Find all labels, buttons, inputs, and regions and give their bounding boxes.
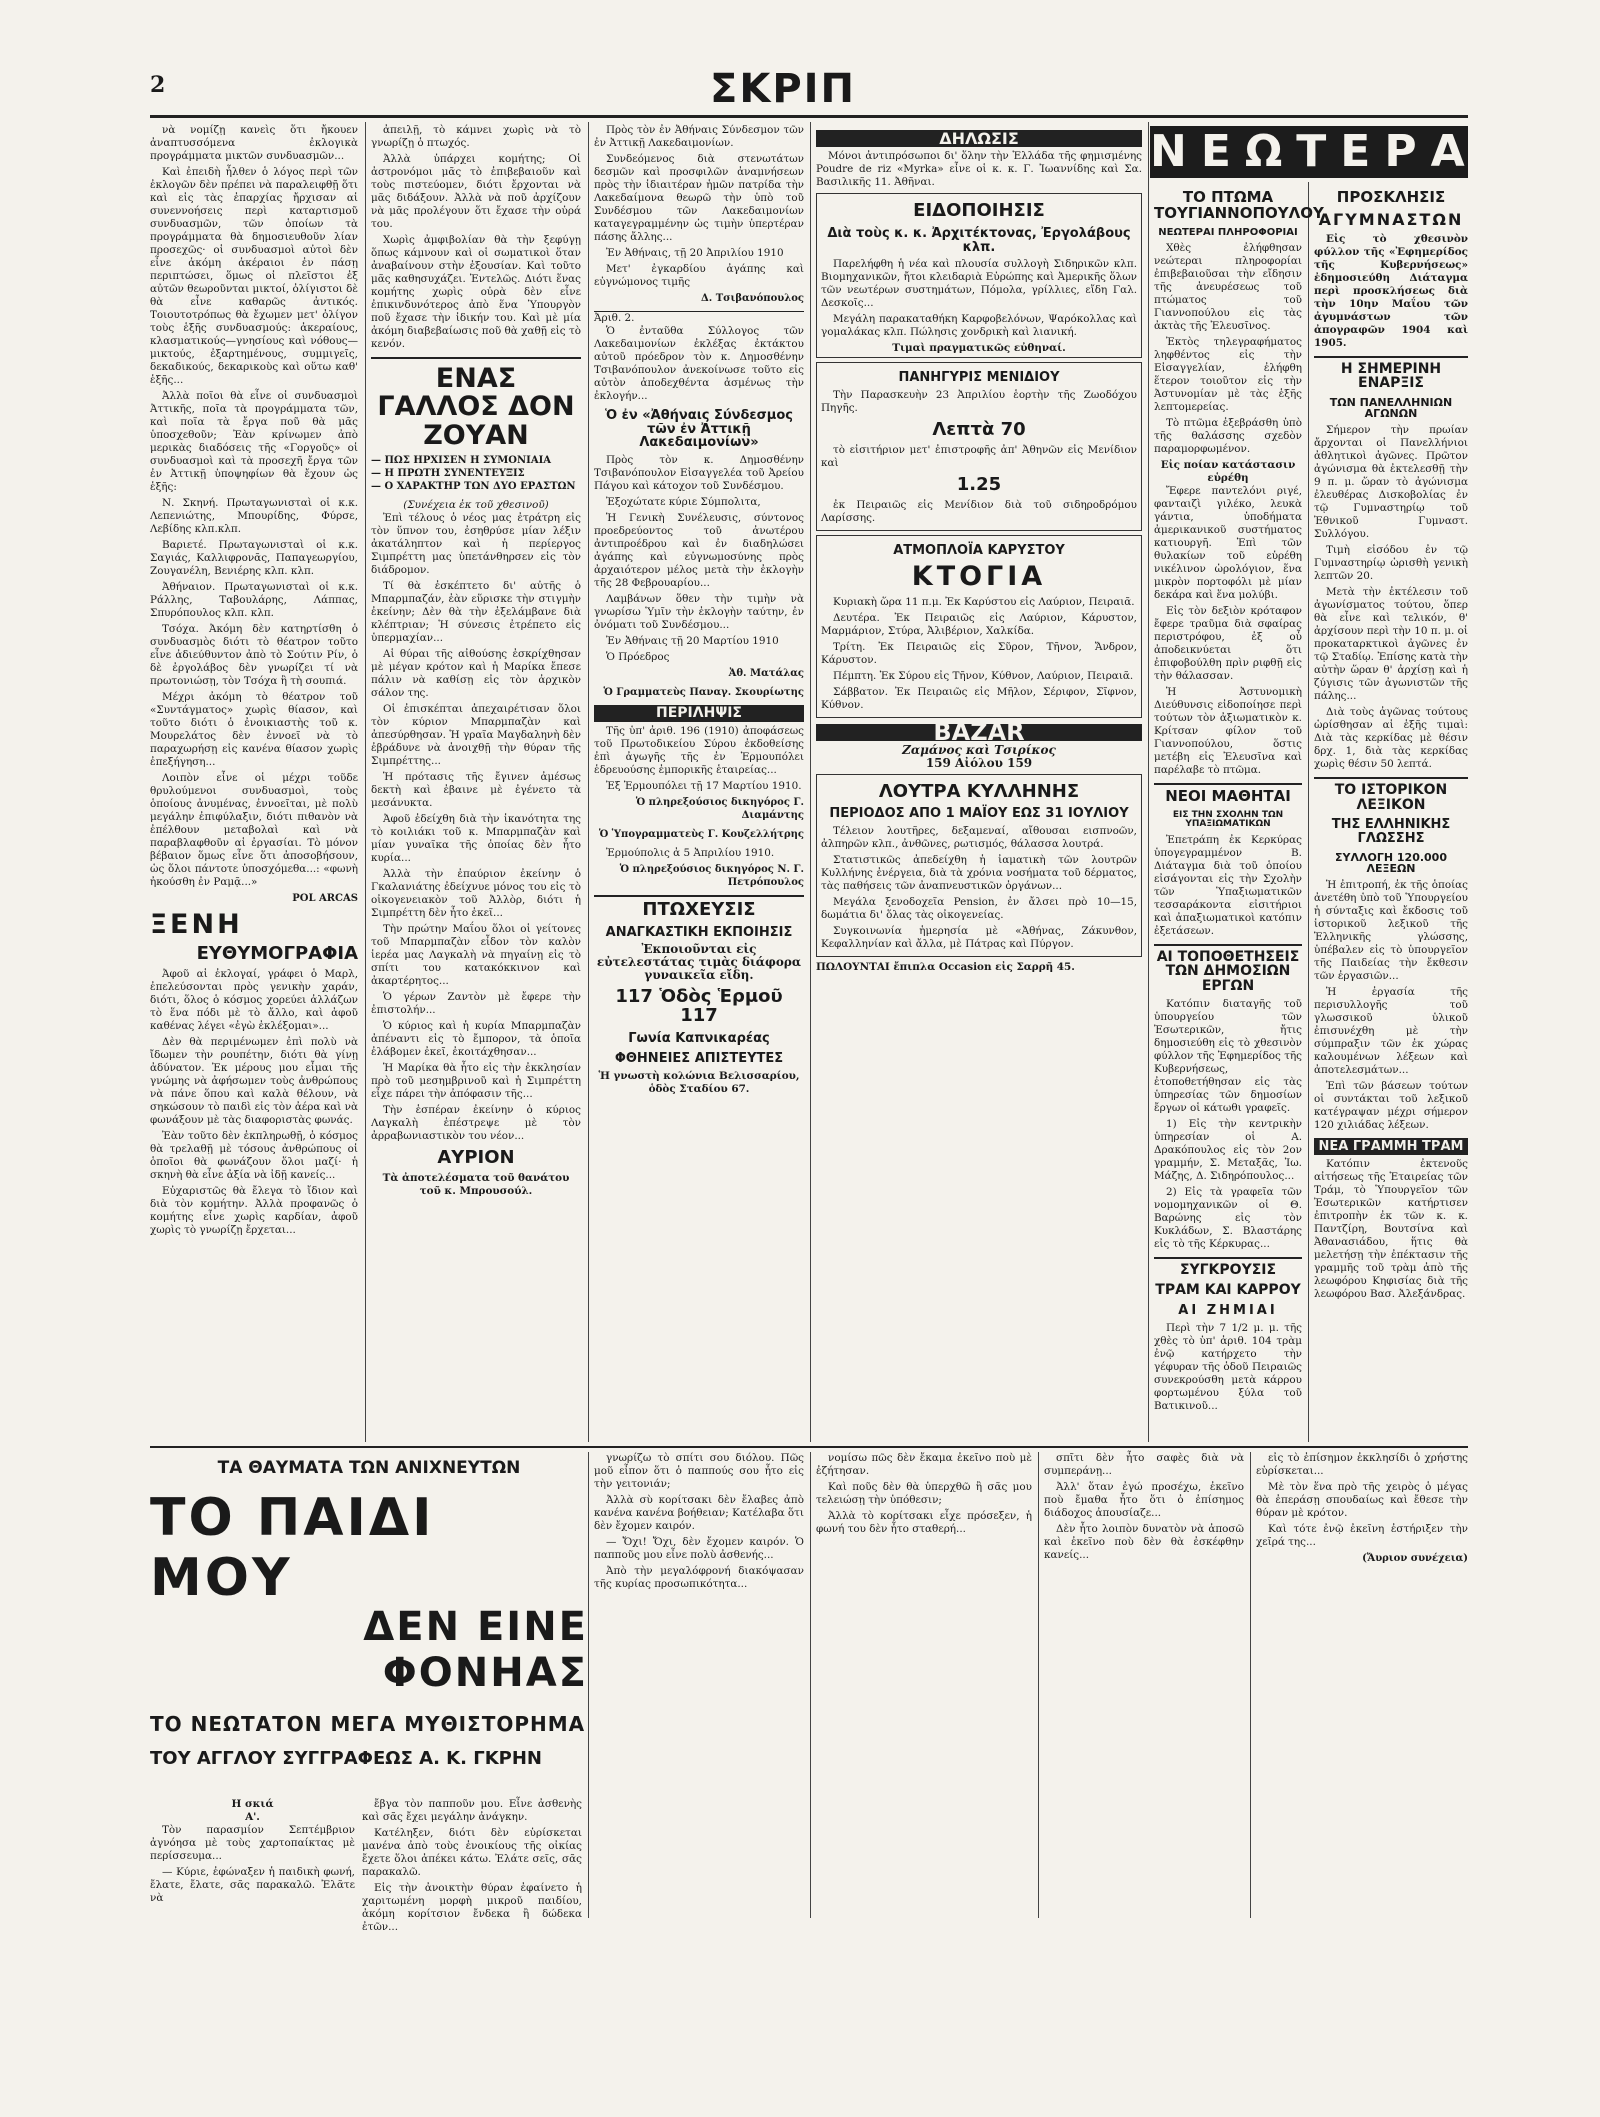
- article-paragraph: Μετὰ τὴν ἐκτέλεσιν τοῦ ἀγωνίσματος τούτου, ὅπερ θὰ εἶνε καὶ τελικόν, θ' ἀρχίσουν περὶ τὴν 10 π. μ. οἱ προκαταρκτικοὶ ἀγῶνες ἐν τῷ Σταδίῳ. Ἐπίσης κατὰ τὴν αὐτὴν ὥραν θ' ἀρχίσῃ καὶ ἡ ζύγισις τῶν ἀγωνιστῶν τῆς πάλης...: [1314, 586, 1468, 703]
- serial-title-line2: ΔΕΝ ΕΙΝΕ ΦΟΝΗΑΣ: [363, 1604, 588, 1696]
- subhead: — Η ΠΡΩΤΗ ΣΥΝΕΝΤΕΥΞΙΣ: [371, 468, 525, 480]
- article-paragraph: Λαμβάνων ὅθεν τὴν τιμὴν νὰ γνωρίσω Ὑμῖν τὴν ἐκλογὴν ταύτην, ἐν ὀνόματι τοῦ Συνδέσμου...: [594, 592, 804, 631]
- article-paragraph: νὰ νομίζῃ κανεὶς ὅτι ἤκουεν ἀναπτυσσόμενα ἐκλογικὰ προγράμματα μικτῶν συνδυασμῶν...: [150, 124, 358, 162]
- column-4: [816, 124, 1142, 1442]
- subheadline: ΤΗΣ ΕΛΛΗΝΙΚΗΣ ΓΛΩΣΣΗΣ: [1331, 817, 1451, 847]
- subhead: — Ο ΧΑΡΑΚΤΗΡ ΤΩΝ ΔΥΟ ΕΡΑΣΤΩΝ: [371, 481, 576, 493]
- signature: Ἀθ. Ματάλας: [728, 667, 804, 679]
- article-paragraph: ἀπειλῇ, τὸ κάμνει χωρὶς νὰ τὸ γνωρίζῃ ὁ πτωχός.: [371, 124, 581, 149]
- article-paragraph: Ἐπετράπη ἐκ Κερκύρας ὑπογεγραμμένον Β. Διάταγμα διὰ τοῦ ὁποίου εἰσάγονται εἰς τὴν Σχολὴν τῶν Ὑπαξιωματικῶν τεσσαράκοντα εἰσιτήριοι καὶ ἀπαξιωματικοὶ κατόπιν ἐξετάσεων.: [1154, 833, 1302, 937]
- article-paragraph: Ἡ Ἀστυνομικὴ Διεύθυνσις εἰδοποίησε περὶ τούτων τὸν ἀξιωματικὸν κ. Κρίτσαν φίλον τοῦ Γιαννοπούλου, ὅστις μετέβη εἰς Ἐλευσῖνα καὶ παρέλαβε τὸ πτῶμα.: [1154, 686, 1302, 776]
- article-paragraph: Ἐξ Ἑρμουπόλει τῇ 17 Μαρτίου 1910.: [606, 779, 802, 792]
- column-3: [594, 124, 804, 1442]
- fold-rule: [150, 1446, 1468, 1448]
- headline-appointments: ΑΙ ΤΟΠΟΘΕΤΗΣΕΙΣ ΤΩΝ ΔΗΜΟΣΙΩΝ ΕΡΓΩΝ: [1154, 944, 1302, 994]
- article-paragraph: Ἡ ἐπιτροπή, ἐκ τῆς ὁποίας ἀνετέθη ὑπὸ τοῦ Ὑπουργείου ἡ σύνταξις καὶ ἔκδοσις τοῦ ἱστορικοῦ λεξικοῦ τῆς Ἑλληνικῆς γλώσσης, ὑπέβαλεν εἰς τὸ ὑπουργεῖον τῆς Παιδείας τὴν ἔκθεσιν τῶν ἐργασιῶν...: [1314, 878, 1468, 982]
- article-paragraph: Περὶ τὴν 7 1/2 μ. μ. τῆς χθὲς τὸ ὑπ' ἀριθ. 104 τρὰμ ἐνῷ κατήρχετο τὴν γέφυραν τῆς ὁδοῦ Πειραιῶς συνεκρούσθη μετὰ κάρρου φορτωμένου ξύλα τοῦ Βατικινοῦ...: [1154, 1321, 1302, 1412]
- article-paragraph: Ἀφοῦ αἱ ἐκλογαί, γράφει ὁ Μαρλ, ἐπελεύσονται πρὸς γενικὴν χαράν, διότι, ὅλος ὁ κόσμος χορεύει ἀλλάζων τὸ ἕνα πόδι μὲ τὸ ἄλλο, καὶ ἀφοῦ καθένας λέγει «ἐγὼ ἐκλέξομαι»...: [150, 968, 358, 1033]
- column-divider: [1148, 122, 1149, 1442]
- article-paragraph: Κατόπιν διαταγῆς τοῦ ὑπουργείου τῶν Ἐσωτερικῶν, ἤτις δημοσιεύθη εἰς τὸ χθεσινὸν φύλλον τῆς Ἐφημερίδος τῆς Κυβερνήσεως, ἐτοποθετήθησαν εἰς τὰς ὑπηρεσίας τῶν δημοσίων ἔργων οἱ κάτωθι γραφεῖς.: [1154, 997, 1302, 1114]
- shipping-heading: ΑΤΜΟΠΛΟΪΑ ΚΑΡΥΣΤΟΥ: [893, 542, 1065, 558]
- headline-tram-line: ΝΕΑ ΓΡΑΜΜΗ ΤΡΑΜ: [1314, 1138, 1468, 1155]
- article-paragraph: Κατόπιν ἐκτενοῦς αἰτήσεως τῆς Ἑταιρείας τῶν Τράμ, τὸ Ὑπουργεῖον τῶν Ἐσωτερικῶν κατήρτισεν ἐπιτροπὴν ἐκ τῶν κ. κ. Παντζίρη, Βουτσίνα καὶ Ἀθανασιάδου, ἥτις θὰ μελετήσῃ τὴν ἐπέκτασιν τῆς γραμμῆς τοῦ τρὰμ ἀπὸ τῆς λεωφόρου Κηφισίας διὰ τῆς λεωφόρου Βασ. Ἀλεξάνδρας.: [1314, 1157, 1468, 1300]
- signature: Ὁ Γραμματεὺς Παναγ. Σκουρίωτης: [603, 686, 804, 698]
- ayrion-heading: ΑΥΡΙΟΝ: [437, 1147, 515, 1169]
- ad-text: Ἐκποιοῦνται εἰς εὐτελεστάτας τιμὰς διάφορα γυναικεῖα εἴδη.: [596, 942, 802, 983]
- serial-column-4: [816, 1452, 1032, 1918]
- article-paragraph: Καὶ τότε ἐνῷ ἐκεῖνη ἐστήριξεν τὴν χεῖρά της...: [1256, 1523, 1468, 1548]
- number-label: Ἀριθ. 2.: [594, 312, 635, 324]
- article-paragraph: Οἱ ἐπισκέπται ἀπεχαιρέτισαν ὅλοι τὸν κύριον Μπαρμπαζὰν καὶ ἀπεσύρθησαν. Ἡ γραῖα Μαγδαληνὴ δὲν ἐβράδυνε νὰ ἀνοιχθῇ τὴν θύραν τῆς Σιμπρέττης...: [371, 703, 581, 768]
- signature: Ὁ πληρεξούσιος δικηγόρος Ν. Γ. Πετρόπουλος: [619, 863, 804, 888]
- article-paragraph: Σήμερον τὴν πρωίαν ἄρχονται οἱ Πανελλήνιοι ἀθλητικοὶ ἀγῶνες. Πρῶτον ἀγώνισμα θὰ ἐκτελεσθῇ τὴν 9 π. μ. ὥραν τὸ ἀγώνισμα ἐλευθέρας Δισκοβολίας ἐν τῷ Γυμναστηρίῳ τοῦ Ἐθνικοῦ Γυμναστ. Συλλόγου.: [1314, 424, 1468, 541]
- section-title: ΞΕΝΗ: [150, 909, 243, 940]
- article-paragraph: Ἀλλὰ τὸ κορίτσακι εἶχε πρόσεξεν, ἡ φωνή του δὲν ἦτο σταθερή...: [816, 1510, 1032, 1535]
- ad-address: 117 Ὁδὸς Ἑρμοῦ 117: [615, 986, 783, 1027]
- article-paragraph: Μεγάλα ξενοδοχεῖα Pension, ἐν ἄλσει πρὸ 10—15, δωμάτια δι' ὅλας τὰς οἰκογενείας.: [821, 896, 1137, 922]
- article-paragraph: Ἀπὸ τὴν μεγαλόφρονή διακόψασαν τῆς κυρίας προσωπικότητα...: [594, 1565, 804, 1590]
- article-paragraph: Μὲ τὸν ἕνα πρὸ τῆς χειρὸς ὁ μέγας θὰ ἐπεράσῃ σπουδαίως καὶ ἔθεσε τὴν θύραν μὲ κρότον.: [1256, 1481, 1468, 1519]
- article-paragraph: Ἐρμούπολις ἀ 5 Ἀπριλίου 1910.: [606, 846, 775, 859]
- column-divider: [365, 122, 366, 1442]
- headline-summons: ΠΡΟΣΚΛΗΣΙΣ: [1336, 188, 1446, 206]
- subheadline: ΕΙΣ ΤΗΝ ΣΧΟΛΗΝ ΤΩΝ ΥΠΑΞΙΩΜΑΤΙΚΩΝ: [1172, 809, 1284, 830]
- article-paragraph: Βαριετέ. Πρωταγωνισταὶ οἱ κ.κ. Σαγιάς, Καλλιφρονᾶς, Παπαγεωργίου, Ζουγανέλη, Βενιέρης κλπ. κλπ.: [150, 539, 358, 577]
- article-paragraph: Ὁ κύριος καὶ ἡ κυρία Μπαρμπαζὰν ἀπέναντι εἰς τὸ ἔμπορον, τὰ ὁποῖα ἐλάβομεν ἐκεῖ, ἐκοιτάχθησαν...: [371, 1020, 581, 1059]
- article-paragraph: Ἀλλὰ τὴν ἐπαύριον ἐκείνην ὁ Γκαλανιάτης ἐδείχνυε μόνος του εἰς τὸ οἰκογενειακὸν τοῦ Ἀλλὸρ, διότι ἡ Σιμπρέττη δὲν ἦτο ἐκεῖ...: [371, 868, 581, 920]
- continuation-note: (Συνέχεια ἐκ τοῦ χθεσινοῦ): [403, 499, 549, 512]
- article-paragraph: Ἀθήναιον. Πρωταγωνισταὶ οἱ κ.κ. Ράλλης, Ταβουλάρης, Λάππας, Σπυρόπουλος κλπ. κλπ.: [150, 581, 358, 619]
- article-paragraph: Ἀλλ' ὅταν ἐγώ προσέχω, ἐκεῖνο ποὺ ἔμαθα ἦτο ὅτι ὁ ἐπίσημος διάδοχος ἀπουσίαζε...: [1044, 1481, 1244, 1519]
- serial-column-2: [362, 1798, 582, 1933]
- ad-tagline: ΦΘΗΝΕΙΕΣ ΑΠΙΣΤΕΥΤΕΣ: [614, 1050, 784, 1066]
- ad-corner: Γωνία Καπνικαρέας: [628, 1031, 770, 1047]
- header-rule: [150, 115, 1468, 118]
- schedule-line: Σάββατον. Ἐκ Πειραιῶς εἰς Μῆλον, Σέριφον, Σῖφνον, Κύθνον.: [821, 685, 1137, 711]
- article-paragraph: Ἡ πρότασις τῆς ἔγινεν ἀμέσως δεκτὴ καὶ ἐβαινε μὲ ἐγένετο τὰ μεσάνυκτα.: [371, 771, 581, 810]
- article-paragraph: Πρὸς τὸν κ. Δημοσθένην Τσιβανόπουλον Εἰσαγγελέα τοῦ Ἀρείου Πάγου καὶ κάτοχον τοῦ Συνδέσμου.: [594, 453, 804, 492]
- article-paragraph: Χωρὶς ἀμφιβολίαν θὰ τὴν ξεφύγῃ ὅπως κάμνουν καὶ οἱ σωματικοὶ ὅταν ἀναβαίνουν στὴν ἐξουσίαν. Καὶ τοῦτο μᾶς καθησυχάζει. Ἐντελῶς. Διότι ἕνας κομήτης χωρὶς οὐρὰ δὲν εἶνε ἐπικινδυνότερος ἀπὸ ἕνα Ὑπουργὸν ποῦ ἔχασε τὴν ἰδικήν του. Καὶ μὲ μία ἀκόμη διαβεβαίωσις ποῦ θὰ χαθῇ εἰς τὸ κενόν.: [371, 234, 581, 350]
- article-paragraph: Τὸ πτῶμα ἐξεβράσθη ὑπὸ τῆς θαλάσσης σχεδὸν παραμορφωμένον.: [1154, 417, 1302, 455]
- serial-kicker: ΤΑ ΘΑΥΜΑΤΑ ΤΩΝ ΑΝΙΧΝΕΥΤΩΝ: [217, 1458, 521, 1478]
- article-paragraph: Ὁ γέρων Ζαντὸν μὲ ἔφερε τὴν ἐπιστολήν...: [371, 991, 581, 1017]
- article-paragraph: Εἰς τὸν δεξιὸν κρόταφον ἔφερε τραῦμα διὰ σφαίρας περιστρόφου, ἐξ οὗ ἀποδεικνύεται ὅτι ἐπιφοβούλθη πρὶν ριφθῇ εἰς τὴν θάλασσαν.: [1154, 605, 1302, 682]
- page-header: [150, 66, 1468, 118]
- serial-novel-header: [150, 1458, 588, 1788]
- serial-subtitle: ΤΟ ΝΕΩΤΑΤΟΝ ΜΕΓΑ ΜΥΘΙΣΤΟΡΗΜΑ: [150, 1712, 586, 1736]
- article-paragraph: Συγκοινωνία ἡμερησία μὲ «Ἀθήνας, Ζάκυνθον, Κεφαλληνίαν καὶ ἄλλα, μὲ Πάτρας καὶ Πύργον.: [821, 925, 1137, 951]
- subheads: [371, 454, 581, 493]
- chapter-number: Α'.: [245, 1811, 260, 1823]
- article-paragraph: ἔβγα τὸν παπποῦν μου. Εἶνε ἀσθενὴς καὶ σᾶς ἔχει μεγάλην ἀνάγκην.: [362, 1798, 582, 1823]
- subheadline: ΑΙ ΖΗΜΙΑΙ: [1178, 1303, 1278, 1319]
- article-paragraph: εἰς τὸ ἐπίσημον ἐκκλησίδι ὁ χρήστης εὑρίσκεται...: [1256, 1452, 1468, 1477]
- bazar-heading: BAZAR: [816, 724, 1142, 741]
- serial-column-6: [1256, 1452, 1468, 1918]
- article-paragraph: Λοιπὸν εἶνε οἱ μέχρι τοῦδε θρυλούμενοι συνδυασμοὶ, τοὺς ὁποίους ἀνυμένας, ἐννοεῖται, μὲ πολὺ μεγάλην ἐπιφύλαξιν, διότι πιθανὸν νὰ ἐπέλθουν μεταβολαὶ καὶ νὰ παραβλαφθοῦν αἱ ἐργασίαι. Τὸ μόνον βέβαιον ὅμως εἶνε ὅτι ἀποσοβήσουν, ὡς ὅλοι πάντοτε ὑποσχόμεθα...: «φωνὴ ἠκούσθη ἐν Ραμᾷ...»: [150, 772, 358, 888]
- article-paragraph: Στατιστικῶς ἀπεδείχθη ἡ ἰαματικὴ τῶν λουτρῶν Κυλλήνης ἐνέργεια, διὰ τὰ χρόνια νοσήματα τοῦ δέρματος, τὰς παθήσεις τῶν ἀναπνευστικῶν ὀργάνων...: [821, 854, 1137, 893]
- headline-corpse: ΤΟ ΠΤΩΜΑ ΤΟΥΓΙΑΝΝΟΠΟΥΛΟΥ: [1154, 188, 1324, 222]
- article-paragraph: — Ὄχι! Ὄχι, δὲν ἔχομεν καιρόν. Ὁ παπποῦς μου εἶνε πολὺ ἀσθενής...: [594, 1536, 804, 1561]
- article-paragraph: Ἀλλὰ ποῖοι θὰ εἶνε οἱ συνδυασμοὶ Ἀττικῆς, ποῖα τὰ προγράμματα τῶν, καὶ ποῖα τὰ ἔργα ποῦ θὰ μᾶς ὑποσχεθοῦν; Ἐὰν κρίνωμεν ἀπὸ μερικὰς διαδόσεις τῆς «Γοργοῦς» οἱ συνδυασμοὶ καὶ τὰ προσεχῆ ἔργα τῶν ἐν Ἀττικῇ ὑποψηφίων θὰ ἔχουν ὡς ἑξῆς:: [150, 390, 358, 493]
- column-6: [1314, 184, 1468, 1442]
- article-paragraph: Καὶ ἐπειδὴ ἦλθεν ὁ λόγος περὶ τῶν ἐκλογῶν δὲν πρέπει νὰ παραλειφθῇ ὅτι καὶ εἰς τὰς ἐπαρχίας ἤρχισαν αἱ συνεννοήσεις περὶ καταρτισμοῦ συνδυασμῶν, τῶν ὁποίων τὰ προγράμματα θὰ δημοσιευθοῦν λίαν προσεχῶς· οἱ συνδυασμοὶ αὐτοὶ δὲν εἶνε ἀκόμη ἀκέραιοι ἐν πάσῃ περιπτώσει, ὅμως οἱ πλεῖστοι ἐξ αὐτῶν θεωροῦνται μικτοί, ὀλίγιστοι δὲ θὰ εἶνε καθαρῶς ἀντικός. Τοιουτοτρόπως θὰ ἔχωμεν μετ' ὀλίγον τοὺς ἑξῆς συνδυασμούς: ἀκεραίους, κλασματικούς—γνησίους καὶ νόθους—μικτούς, ἐξαρτημένους, συμμιγεῖς, δεκαδικούς, δεκαρικοὺς καὶ οὕτω καθ' ἑξῆς...: [150, 166, 358, 386]
- article-paragraph: Αἱ θύραι τῆς αἰθούσης ἐσκρίχθησαν μὲ μέγαν κρότον καὶ ἡ Μαρίκα ἔπεσε πάλιν νὰ καθίσῃ εἰς τὸν ἀρχικὸν σάλον της.: [371, 648, 581, 700]
- article-paragraph: Ἡ ἐργασία τῆς περισυλλογῆς τοῦ γλωσσικοῦ ὑλικοῦ ἐπισυνέχθη μὲ τὴν σύμπραξιν τῶν ἐκ χώρας καλουμένων λέξεων καὶ ἀποτελεσμάτων...: [1314, 985, 1468, 1076]
- article-paragraph: Παρελήφθη ἡ νέα καὶ πλουσία συλλογὴ Σιδηρικῶν κλπ. Βιομηχανικῶν, ἤτοι κλειδαριὰ Εὐρώπης καὶ Ἀμερικῆς ὅλων τῶν νεωτέρων συστημάτων, Πόμολα, γρίλλιες, εἴδη Γαλ. Δεσκοῖς...: [821, 258, 1137, 310]
- spa-box: [816, 774, 1142, 958]
- column-divider: [588, 122, 589, 1442]
- headline-games: Η ΣΗΜΕΡΙΝΗ ΕΝΑΡΞΙΣ: [1314, 356, 1468, 391]
- subhead: — ΠΩΣ ΗΡΧΙΣΕΝ Η ΣΥΜΟΝΙΑΙΑ: [371, 455, 552, 467]
- notice-box: [816, 193, 1142, 358]
- serial-column-3: [594, 1452, 804, 1918]
- notice-subheading: Διὰ τοὺς κ. κ. Ἀρχιτέκτονας, Ἐργολάβους κλπ.: [827, 225, 1131, 255]
- article-paragraph: Τὴν Παρασκευὴν 23 Ἀπριλίου ἑορτὴν τῆς Ζωοδόχου Πηγῆς.: [821, 388, 1137, 414]
- serial-author: ΤΟΥ ΑΓΓΛΟΥ ΣΥΓΓΡΑΦΕΩΣ Α. Κ. ΓΚΡΗΝ: [150, 1748, 542, 1769]
- column-divider: [1308, 182, 1309, 1442]
- subheadline: ΑΓΥΜΝΑΣΤΩΝ: [1318, 209, 1464, 229]
- bazar-address: 159 Αἰόλου 159: [925, 755, 1033, 770]
- article-paragraph: Ἔφερε παντελόνι ριγέ, φανταιζὶ γιλέκο, λευκὰ γάντια, ὑποδήματα ἀμερικανικοῦ συστήματος κατιουργῆ. Ἐπὶ τῶν θυλακίων τοῦ εὑρέθη νικέλινον ὡρολόγιον, ἕνα μικρὸν πορτοφόλι μὲ μίαν δεκάρα καὶ ἕνα μολύβι.: [1154, 485, 1302, 601]
- article-paragraph: Συνδεόμενος διὰ στενωτάτων δεσμῶν καὶ προσφιλῶν ἀναμνήσεων πρὸς τὴν ἱδιαιτέραν ἡμῶν πατρίδα τὴν Λακεδαίμονα θεωρῶ τὴν ὑπὸ τοῦ Συνδέσμου τῶν Λακεδαιμονίων καταγεγραμμένην ὡς τιμὴν ὑπερτέραν πάσης ἄλλης...: [594, 153, 804, 243]
- ayrion-text: Τὰ ἀποτελέσματα τοῦ θανάτου τοῦ κ. Μπρουσούλ.: [382, 1171, 570, 1197]
- article-paragraph: Δὲν ἦτο λοιπὸν δυνατὸν νὰ ἀποσῶ καὶ ἐκεῖνο ποὺ δὲν θὰ ἐσκέφθην κανείς...: [1044, 1523, 1244, 1561]
- article-paragraph: Τῆς ὑπ' ἀριθ. 196 (1910) ἀποφάσεως τοῦ Πρωτοδικείου Σύρου ἐκδοθείσης ἐπὶ ἀγωγῆς τῆς ἐν Ἑρμουπόλει ἑδρευούσης ἐμπορικῆς ἑταιρείας...: [594, 724, 804, 776]
- prices-note: Τιμαὶ πραγματικῶς εὐθηναί.: [892, 342, 1066, 355]
- headline-lexicon: ΤΟ ΙΣΤΟΡΙΚΟΝ ΛΕΞΙΚΟΝ: [1314, 777, 1468, 812]
- notice-heading: ΕΙΔΟΠΟΙΗΣΙΣ: [913, 200, 1045, 221]
- article-paragraph: Εὐχαριστῶς θὰ ἔλεγα τὸ ἴδιον καὶ διὰ τὸν κομήτην. Ἀλλὰ προφανῶς ὁ κομήτης εἶνε χωρὶς καρδίαν, ἀφοῦ χωρὶς τὸ γνωρίζῃ ἔρχεται...: [150, 1185, 358, 1237]
- article-paragraph: 2) Εἰς τὰ γραφεῖα τῶν νομομηχανικῶν οἱ Θ. Βαρώνης εἰς τὸν Κυκλάδων, Σ. Βλαστάρης εἰς τὸ τῆς Κέρκυρας...: [1154, 1185, 1302, 1250]
- article-paragraph: γνωρίζω τὸ σπίτι σου διόλου. Πῶς μοῦ εἶπον ὅτι ὁ παππούς σου ἦτο εἰς τὴν γειτονιάν;: [594, 1452, 804, 1490]
- article-paragraph: — Κύριε, ἐφώναξεν ἡ παιδικὴ φωνή, ἔλατε, ἔλατε, σᾶς παρακαλῶ. Ἐλᾶτε νὰ: [150, 1866, 355, 1904]
- article-paragraph: Δὲν θὰ περιμένωμεν ἐπὶ πολὺ νὰ ἴδωμεν τὴν ρουπέτην, διότι θὰ γίνῃ ἀδύνατον. Ἐκ μέρους μου εἶμαι τῆς γνώμης νὰ ἀφήσωμεν τοὺς ἀνθρώπους νὰ πάνε ὅπου καὶ καλὰ θέλουν, νὰ σηκώσουν τὸ παιδὶ εἰς τὸν ἀέρα καὶ νὰ φωνάξουν μὲ τὰς διαφοριστὰς φωνάς.: [150, 1036, 358, 1127]
- article-paragraph: Τὸν παρασμίον Σεπτέμβριον ἀγνόησα μὲ τοὺς χαρτοπαίκτας μὲ περίσσευμα...: [150, 1824, 355, 1862]
- declaration-heading: ΔΗΛΩΣΙΣ: [816, 130, 1142, 147]
- article-paragraph: Χθὲς ἐλήφθησαν νεώτεραι πληροφορίαι ἐπιβεβαιοῦσαι τὴν εἴδησιν τῆς ἀνευρέσεως τοῦ πτώματος τοῦ Γιαννοπούλου εἰς τὰς ἀκτὰς τῆς Ἐλευσῖνος.: [1154, 242, 1302, 332]
- festival-box: [816, 362, 1142, 530]
- article-paragraph: νομίσω πῶς δὲν ἔκαμα ἐκεῖνο ποὺ μὲ ἐζήτησαν.: [816, 1452, 1032, 1477]
- article-paragraph: Ἐκτὸς τηλεγραφήματος ληφθέντος εἰς τὴν Εἰσαγγελίαν, ἐλήφθη ἕτερον τοιοῦτον εἰς τὴν Ἀστυνομίαν μὲ τὰς ἑξῆς λεπτομερείας.: [1154, 336, 1302, 413]
- article-paragraph: Τσόχα. Ἀκόμη δὲν κατηρτίσθη ὁ συνδυασμὸς διότι τὸ θέατρον τοῦτο εἶνε ἀδιεύθυντον ἀπὸ τὸ Σούτιν Ρίν, ὁ δὲ ἐργολάβος δὲν γνωρίζει τί νὰ πρωτονιώσῃ, τὸν Τσόχα ἢ τὴ σουπιά.: [150, 623, 358, 687]
- column-1: [150, 124, 358, 1442]
- headline-students: ΝΕΟΙ ΜΑΘΗΤΑΙ: [1154, 783, 1302, 805]
- schedule-line: Πέμπτη. Ἐκ Σύρου εἰς Τῆνον, Κύθνον, Λαύριον, Πειραιᾶ.: [833, 669, 1134, 682]
- subheadline: ΤΩΝ ΠΑΝΕΛΛΗΝΙΩΝ ΑΓΩΝΩΝ: [1329, 395, 1453, 421]
- news-banner: ΝΕΩΤΕΡΑ: [1150, 126, 1479, 177]
- masthead: ΣΚΡΙΠ: [710, 66, 856, 112]
- article-paragraph: τὸ εἰσιτήριον μετ' ἐπιστροφῆς ἀπ' Ἀθηνῶν εἰς Μενίδιον καὶ: [821, 443, 1137, 469]
- article-paragraph: Ἐν Ἀθήναις τῇ 20 Μαρτίου 1910: [606, 634, 779, 647]
- article-paragraph: Μέχρι ἀκόμη τὸ θέατρον τοῦ «Συντάγματος» χωρὶς θίασον, καὶ τοῦτο διότι ὁ ἐνοικιαστὴς τοῦ κ. Μουρελάτος δὲν ἐννοεῖ νὰ τὸ παραχωρήσῃ εἰς κανένα θίασον χωρὶς ἐπεξήγηση...: [150, 691, 358, 768]
- headline-collision: ΣΥΓΚΡΟΥΣΙΣ: [1154, 1257, 1302, 1278]
- article-paragraph: Μόνοι ἀντιπρόσωποι δι' ὅλην τὴν Ἑλλάδα τῆς φημισμένης Poudre de riz «Myrka» εἶνε οἱ κ. κ. Γ. Ἰωαννίδης καὶ Σα. Βασιλικῆς 11. Ἀθῆναι.: [816, 150, 1142, 188]
- signature: Ὁ Ὑπογραμματεὺς Γ. Κουζελλήτρης: [598, 828, 804, 840]
- article-paragraph: Κατέληξεν, διότι δὲν εὑρίσκεται μανένα ἀπὸ τοὺς ἐνοικίους τῆς οἰκίας ἔχετε ὅλοι ἀπέκει κάτω. Ἐλάτε σεῖς, σᾶς παρακαλῶ.: [362, 1827, 582, 1878]
- serial-column-5: [1044, 1452, 1244, 1918]
- headline-don-juan: ΕΝΑΣ ΓΑΛΛΟΣ ΔΟΝ ΖΟΥΑΝ: [371, 357, 581, 450]
- article-paragraph: Μετ' ἐγκαρδίου ἀγάπης καὶ εὐγνώμονος τιμῆς: [594, 263, 804, 288]
- column-divider: [588, 1452, 589, 1918]
- chapter-title: Η σκιά: [231, 1798, 274, 1810]
- bazar-owners: Ζαμάνος καὶ Τσιρίκος: [902, 742, 1056, 757]
- article-paragraph: Ὁ ἐνταῦθα Σύλλογος τῶν Λακεδαιμονίων ἐκλέξας ἐκτάκτου αὐτοῦ πρόεδρον τὸν κ. Δημοσθένην Τσιβανόπουλον ἀνεκοίνωσε τοῦτο εἰς αὐτὸν ἀποδεχθέντα ἀσμένως τὴν ἐκλογήν...: [594, 325, 804, 402]
- column-5: [1154, 184, 1324, 1442]
- festival-heading: ΠΑΝΗΓΥΡΙΣ ΜΕΝΙΔΙΟΥ: [898, 370, 1060, 386]
- article-paragraph: Τέλειον λουτῆρες, δεξαμεναί, αἴθουσαι εισπνοῶν, ἀλπηρῶν κλπ., ἀνθῶνες, ρωτισμός, θάλασσα λουτρά.: [821, 825, 1137, 851]
- article-paragraph: Ἐν Ἀθήναις, τῇ 20 Ἀπριλίου 1910: [606, 247, 784, 259]
- serial-title-line1: ΤΟ ΠΑΙΔΙ ΜΟΥ: [150, 1488, 435, 1608]
- summary-heading: ΠΕΡΙΛΗΨΙΣ: [594, 705, 804, 722]
- byline: POL ARCAS: [292, 893, 358, 904]
- article-paragraph: Τὴν ἑσπέραν ἐκείνην ὁ κύριος Λαγκαλὴ ἐπέστρεψε μὲ τὸν ἀρραβωνιαστικὸν του νέον...: [371, 1104, 581, 1143]
- column-divider: [810, 1452, 811, 1918]
- article-paragraph: 1) Εἰς τὴν κεντρικὴν ὑπηρεσίαν οἱ Α. Δρακόπουλος εἰς τὸν 2ον γραμμήν, Σ. Μεταξᾶς, Ἰω. Μάζης, Δ. Σιδηρόπουλος...: [1154, 1117, 1302, 1182]
- article-paragraph: Τιμὴ εἰσόδου ἐν τῷ Γυμναστηρίῳ ὡρισθὴ γενικὴ λεπτῶν 20.: [1314, 544, 1468, 583]
- article-paragraph: Ἐὰν τοῦτο δὲν ἐκπληρωθῇ, ὁ κόσμος θὰ τρελαθῇ μὲ τόσους ἀνθρώπους οἱ ὁποῖοι θὰ φωνάζουν ὅλοι μαζί· ἡ σκηνὴ θὰ εἶνε ἀξία νὰ ἰδῇ κανείς...: [150, 1130, 358, 1182]
- bankruptcy-heading: ΠΤΩΧΕΥΣΙΣ: [594, 895, 804, 920]
- article-paragraph: σπῖτι δὲν ἦτο σαφὲς διὰ νὰ συμπεράνῃ...: [1044, 1452, 1244, 1477]
- column-divider: [1250, 1452, 1251, 1918]
- auction-heading: ΑΝΑΓΚΑΣΤΙΚΗ ΕΚΠΟΙΗΣΙΣ: [605, 924, 793, 940]
- classified: ΠΩΛΟΥΝΤΑΙ ἔπιπλα Occasion εἰς Σαρρῆ 45.: [816, 961, 1075, 974]
- schedule-line: Κυριακὴ ὥρα 11 π.μ. Ἐκ Καρύστου εἰς Λαύριον, Πειραιᾶ.: [833, 595, 1135, 608]
- column-2: [371, 124, 581, 1442]
- ticket-price: Λεπτὰ 70: [932, 418, 1026, 440]
- schedule-line: Δευτέρα. Ἐκ Πειραιῶς εἰς Λαύριον, Κάρυστον, Μαρμάριον, Στύρα, Ἀλιβέριον, Χαλκίδα.: [821, 611, 1137, 637]
- spa-heading: ΛΟΥΤΡΑ ΚΥΛΛΗΝΗΣ: [878, 780, 1080, 802]
- inline-heading: Εἰς ποίαν κατάστασιν εὑρέθη: [1160, 459, 1296, 484]
- serial-column-1: [150, 1798, 355, 1918]
- schedule-line: Τρίτη. Ἐκ Πειραιῶς εἰς Σῦρον, Τῆνον, Ἄνδρον, Κάρυστον.: [821, 640, 1137, 666]
- article-paragraph: Μεγάλη παρακαταθήκη Καρφοβελόνων, Ψαρόκολλας καὶ γομαλάκας κλπ. Πώλησις χονδρικὴ καὶ λιανική.: [821, 313, 1137, 339]
- article-paragraph: Ἐπὶ τῶν βάσεων τούτων οἱ συντάκται τοῦ λεξικοῦ κατέγραψαν μέχρι σήμερον 120 χιλιάδας λέξεων.: [1314, 1079, 1468, 1131]
- article-paragraph: Πρὸς τὸν ἐν Ἀθήναις Σύνδεσμον τῶν ἐν Ἀττικῇ Λακεδαιμονίων.: [594, 124, 804, 149]
- spa-period: ΠΕΡΙΟΔΟΣ ΑΠΟ 1 ΜΑΪΟΥ ΕΩΣ 31 ΙΟΥΛΙΟΥ: [829, 806, 1129, 822]
- article-paragraph: Εἰς τὸ χθεσινὸν φύλλον τῆς «Ἐφημερίδος τῆς Κυβερνήσεως» ἐδημοσιεύθη Διάταγμα περὶ προσκλήσεως διὰ τὴν 10ην Μαΐου τῶν ἀγυμνάστων τῶν ἀπογραφῶν 1904 καὶ 1905.: [1314, 232, 1468, 349]
- subheadline: ΤΡΑΜ ΚΑΙ ΚΑΡΡΟΥ: [1155, 1282, 1301, 1299]
- article-paragraph: Καὶ ποῦς δὲν θὰ ὑπερχθῶ ἢ σᾶς μου τελειώσῃ τὴν ὑπόθεσιν;: [816, 1481, 1032, 1506]
- article-paragraph: Ἀφοῦ ἐδείχθη διὰ τὴν ἱκανότητα της τὸ κοιλιάκι τοῦ κ. Μπαρμπαζὰν καὶ μίαν γυναῖκα τῆς ὁποίας δὲν ἦτο κυρία...: [371, 813, 581, 865]
- article-paragraph: Ὁ Πρόεδρος: [606, 650, 670, 663]
- column-divider: [810, 122, 811, 1442]
- article-paragraph: Τὴν πρώτην Μαΐου ὅλοι οἱ γείτονες τοῦ Μπαρμπαζὰν εἶδον τὸν καλὸν ἱερέα μας Λαγκαλὴ νὰ πηγαίνῃ εἰς τὸ σπίτι του κατακόκκινον καὶ ἀκαρτέρητος...: [371, 923, 581, 988]
- column-divider: [1038, 1452, 1039, 1918]
- section-subtitle: ΕΥΘΥΜΟΓΡΑΦΙΑ: [196, 943, 358, 965]
- subheadline: ΝΕΩΤΕΡΑΙ ΠΛΗΡΟΦΟΡΙΑΙ: [1158, 226, 1298, 238]
- article-paragraph: Ἡ Γενικὴ Συνέλευσις, σύντονος προεδρεύοντος τοῦ ἀνωτέρου ἀντιπροέδρου καὶ ἐν διαδηλώσει ἀγάπης καὶ εὐγνωμοσύνης πρὸς ἀρχαιότερον μέλος μετὰ τὴν ἐκλογὴν τῆς 28 Φεβρουαρίου...: [594, 511, 804, 589]
- article-paragraph: ἐκ Πειραιῶς εἰς Μενίδιον διὰ τοῦ σιδηροδρόμου Λαρίσσης.: [821, 498, 1137, 524]
- article-paragraph: Ν. Σκηνή. Πρωταγωνισταὶ οἱ κ.κ. Λεπενιώτης, Μπουρίδης, Φύρσε, Λεβίδης κλπ.κλπ.: [150, 497, 358, 535]
- ad-cologne: Ἡ γνωστὴ κολώνια Βελισσαρίου, ὁδὸς Σταδίου 67.: [598, 1069, 800, 1095]
- article-paragraph: Ἐξοχώτατε κύριε Σύμπολιτα,: [606, 495, 761, 508]
- article-paragraph: Ἐπὶ τέλους ὁ νέος μας ἐτράτρη εἰς τὸν ὕπνον του, ἐσηθρύσε μίαν λέξιν ἀκατάληπτον καὶ ἡ περίεργος Σιμπρέττη μας ὑπετάνθηρσεν εἰς τὸν διάδρομον.: [371, 512, 581, 577]
- article-paragraph: Τί θὰ ἐσκέπτετο δι' αὐτῆς ὁ Μπαρμπαζάν, ἐὰν εὕρισκε τὴν στιγμὴν ἐκείνην; Δὲν θὰ τὴν ἐξελάμβανε διὰ κλέπτριαν; Ἡ σύνεσις ἐτρέπετο εἰς ὑπερμαχίαν...: [371, 580, 581, 645]
- signature: Δ. Τσιβανόπουλος: [700, 293, 804, 304]
- subheadline: ΣΥΛΛΟΓΗ 120.000 ΛΕΞΕΩΝ: [1334, 850, 1447, 876]
- association-heading: Ὁ ἐν «Ἀθήναις Σύνδεσμος τῶν ἐν Ἀττικῇ Λακεδαιμονίων»: [604, 408, 793, 451]
- page-number: 2: [150, 72, 166, 98]
- article-paragraph: Ἀλλὰ σὺ κορίτσακι δὲν ἔλαβες ἀπὸ κανένα κανένα βοήθειαν; Κατέλαβα ὅτι δὲν ἔχομεν καιρόν.: [594, 1494, 804, 1532]
- ticket-price: 1.25: [956, 473, 1002, 495]
- signature: Ὁ πληρεξούσιος δικηγόρος Γ. Διαμάντης: [635, 796, 804, 821]
- shipping-title: ΚΤΟΓΙΑ: [911, 561, 1047, 593]
- article-paragraph: Εἰς τὴν ἀνοικτὴν θύραν ἐφαίνετο ἡ χαριτωμένη μορφὴ μικροῦ παιδίου, ἀκόμη κορίτσιον ἔνδεκα ἢ δώδεκα ἐτῶν...: [362, 1882, 582, 1933]
- article-paragraph: Ἀλλὰ ὑπάρχει κομήτης; Οἱ ἀστρονόμοι μᾶς τὸ ἐπιβεβαιοῦν καὶ τοὺς πιστεύομεν, διότι ἔρχονται νὰ μᾶς διδάξουν. Ἀλλὰ νὰ ποῦ ἀρχίζουν νὰ μᾶς προλέγουν ὅτι ἔχασε τὴν οὐρά του.: [371, 153, 581, 230]
- article-paragraph: Διὰ τοὺς ἀγῶνας τούτους ὡρίσθησαν αἱ ἑξῆς τιμαὶ: Διὰ τὰς κερκίδας μὲ θέσιν δρχ. 1, διὰ τὰς κερκίδας χωρὶς θέσιν 50 λεπτά.: [1314, 706, 1468, 771]
- shipping-box: [816, 535, 1142, 718]
- article-paragraph: Ἡ Μαρίκα θὰ ἦτο εἰς τὴν ἐκκλησίαν πρὸ τοῦ μεσημβρινοῦ καὶ ἡ Σιμπρέττη εἶχε πάρει τὴν ἀπόφασιν τῆς...: [371, 1062, 581, 1101]
- continued-note: (Ἄυριον συνέχεια): [1362, 1553, 1468, 1564]
